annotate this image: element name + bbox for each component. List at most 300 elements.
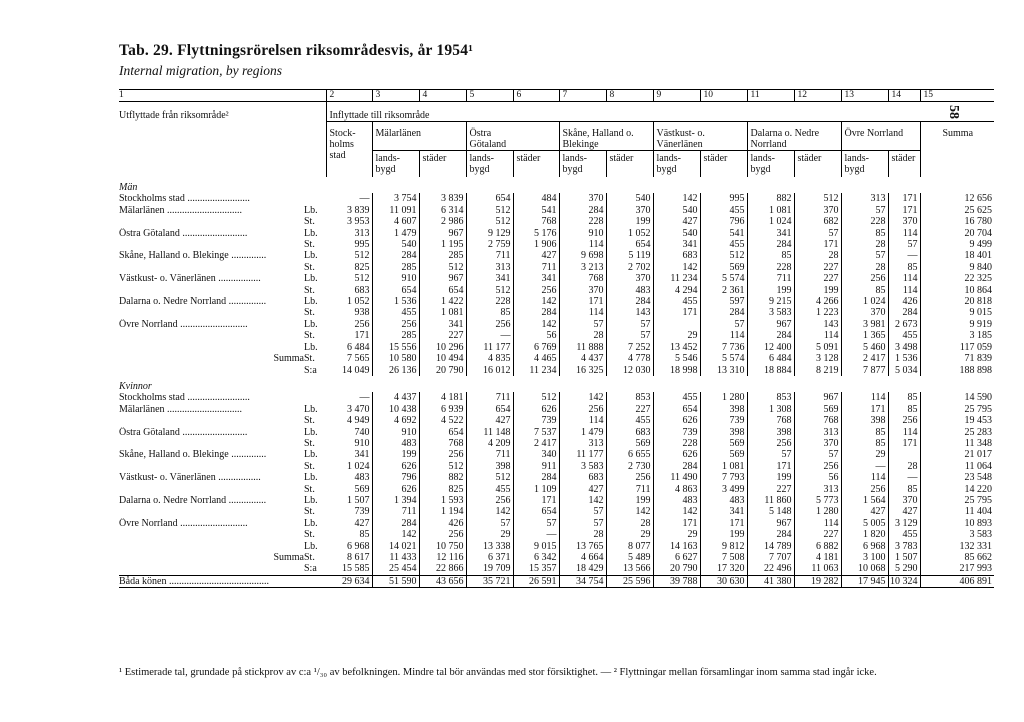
table-row xyxy=(119,250,994,261)
data-cell: 569 xyxy=(606,438,653,449)
data-cell: 22 325 xyxy=(964,273,992,285)
data-cell: 171 xyxy=(559,296,606,307)
data-cell: 1 280 xyxy=(700,392,747,403)
data-cell: 711 xyxy=(372,506,419,517)
row-type: Lb. xyxy=(304,449,318,461)
data-cell: 768 xyxy=(794,415,841,426)
data-cell: 6 342 xyxy=(513,552,559,563)
data-cell: 1 479 xyxy=(372,228,419,239)
data-cell: 768 xyxy=(419,438,466,449)
row-type: St. xyxy=(304,483,315,495)
data-cell: 11 064 xyxy=(964,460,992,472)
data-cell: 15 556 xyxy=(372,342,419,353)
data-cell: 512 xyxy=(326,250,372,261)
data-cell: 9 499 xyxy=(969,239,992,251)
data-cell: 256 xyxy=(419,449,466,460)
data-cell: 512 xyxy=(466,472,513,483)
group-summa: Summa xyxy=(942,128,974,139)
row-label xyxy=(119,484,326,495)
data-cell: 5 546 xyxy=(653,353,700,364)
data-cell: 1 394 xyxy=(372,495,419,506)
data-cell: 341 xyxy=(513,273,559,284)
section-label: Kvinnor xyxy=(119,380,152,392)
table-row xyxy=(119,552,994,563)
data-cell: 483 xyxy=(606,285,653,296)
data-cell: 142 xyxy=(606,506,653,517)
data-cell: 2 730 xyxy=(606,461,653,472)
data-cell: 284 xyxy=(513,472,559,483)
data-cell: 25 283 xyxy=(964,426,992,438)
data-cell: 1 536 xyxy=(372,296,419,307)
data-cell: 825 xyxy=(326,262,372,273)
data-cell: 683 xyxy=(326,285,372,296)
subhead-stader: städer xyxy=(513,151,559,178)
data-cell: 4 294 xyxy=(653,285,700,296)
data-cell: 341 xyxy=(419,319,466,330)
data-cell: 11 177 xyxy=(559,449,606,460)
data-cell: 13 566 xyxy=(606,563,653,575)
data-cell: 114 xyxy=(794,330,841,341)
data-cell: 284 xyxy=(747,239,794,250)
data-cell: 882 xyxy=(747,193,794,204)
data-cell: 16 780 xyxy=(964,216,992,228)
row-label xyxy=(119,262,326,273)
row-label xyxy=(119,273,326,284)
data-cell: 4 863 xyxy=(653,484,700,495)
data-cell: 26 136 xyxy=(372,365,419,376)
data-cell: 3 498 xyxy=(888,342,920,353)
data-cell: 28 xyxy=(606,518,653,529)
data-cell: 284 xyxy=(513,307,559,318)
data-cell: 284 xyxy=(747,529,794,540)
table-row xyxy=(119,575,994,587)
data-cell: 2 417 xyxy=(841,353,888,364)
data-cell: 3 953 xyxy=(326,216,372,227)
data-cell: 1 081 xyxy=(747,205,794,216)
data-cell: 427 xyxy=(653,216,700,227)
data-cell: 3 128 xyxy=(794,353,841,364)
data-cell: 199 xyxy=(700,529,747,540)
data-cell: 142 xyxy=(653,506,700,517)
data-cell: 4 437 xyxy=(372,392,419,403)
row-type: S:a xyxy=(304,563,317,575)
table-row xyxy=(119,216,994,227)
data-cell: 284 xyxy=(372,518,419,529)
data-cell: 13 452 xyxy=(653,342,700,353)
region-name: Övre Norrland ........................... xyxy=(119,318,248,330)
data-cell: 171 xyxy=(747,461,794,472)
table-row xyxy=(119,461,994,472)
data-cell: 41 380 xyxy=(747,575,794,587)
data-cell: — xyxy=(841,461,888,472)
row-type: St. xyxy=(304,284,315,296)
data-cell: 114 xyxy=(888,228,920,239)
data-cell: 2 759 xyxy=(466,239,513,250)
data-cell: 171 xyxy=(841,404,888,415)
table-row xyxy=(119,518,994,529)
data-cell: 3 839 xyxy=(326,205,372,216)
data-cell: 57 xyxy=(559,518,606,529)
data-cell: 142 xyxy=(653,262,700,273)
data-cell: 910 xyxy=(559,228,606,239)
table-row xyxy=(119,285,994,296)
row-label-heading: Utflyttade från riksområde² xyxy=(119,110,229,121)
data-cell: 910 xyxy=(372,273,419,284)
data-cell: 9 698 xyxy=(559,250,606,261)
row-label xyxy=(119,330,326,341)
data-cell: 227 xyxy=(747,484,794,495)
data-cell: 427 xyxy=(559,484,606,495)
table-row xyxy=(119,239,994,250)
row-label xyxy=(119,541,326,552)
data-cell: 9 015 xyxy=(969,307,992,319)
data-cell: 3 839 xyxy=(419,193,466,204)
data-cell: — xyxy=(888,472,920,483)
data-cell: 85 xyxy=(888,392,920,403)
table-body xyxy=(119,177,994,588)
data-cell: 284 xyxy=(747,330,794,341)
data-cell: 20 790 xyxy=(419,365,466,376)
col-number: 5 xyxy=(466,90,513,102)
data-cell: 228 xyxy=(841,216,888,227)
data-cell: 768 xyxy=(747,415,794,426)
data-cell: 228 xyxy=(559,216,606,227)
group-ovre: Övre Norrland xyxy=(841,122,920,151)
data-cell: 51 590 xyxy=(372,575,419,587)
data-cell: 199 xyxy=(747,285,794,296)
table-row xyxy=(119,319,994,330)
data-cell: 57 xyxy=(559,319,606,330)
data-cell: 768 xyxy=(559,273,606,284)
data-cell: 4 209 xyxy=(466,438,513,449)
table-row xyxy=(119,506,994,517)
data-cell: 25 625 xyxy=(964,204,992,216)
table-row xyxy=(119,330,994,341)
data-cell: 171 xyxy=(513,495,559,506)
region-name: Stockholms stad ......................... xyxy=(119,193,250,205)
migration-table xyxy=(119,89,994,588)
data-cell: 217 993 xyxy=(959,563,992,575)
data-cell: 483 xyxy=(372,438,419,449)
row-type: St. xyxy=(304,460,315,472)
data-cell: 8 219 xyxy=(794,365,841,376)
data-cell: 1 024 xyxy=(841,296,888,307)
data-cell: 626 xyxy=(372,461,419,472)
row-type: Lb. xyxy=(304,472,318,484)
data-cell: 4 778 xyxy=(606,353,653,364)
data-cell: 626 xyxy=(653,415,700,426)
row-type: St. xyxy=(304,415,315,427)
row-type: Lb. xyxy=(304,273,318,285)
row-label xyxy=(119,518,326,529)
data-cell: 10 750 xyxy=(419,541,466,552)
data-cell: 711 xyxy=(466,392,513,403)
data-cell: 6 968 xyxy=(841,541,888,552)
data-cell: 313 xyxy=(794,427,841,438)
data-cell: 4 664 xyxy=(559,552,606,563)
row-label xyxy=(119,461,326,472)
data-cell: 654 xyxy=(372,285,419,296)
data-cell: 43 656 xyxy=(419,575,466,587)
data-cell: 284 xyxy=(653,461,700,472)
data-cell: 22 496 xyxy=(747,563,794,575)
data-cell: 540 xyxy=(653,205,700,216)
row-label xyxy=(119,285,326,296)
region-name: Övre Norrland ........................... xyxy=(119,517,248,529)
data-cell: 3 470 xyxy=(326,404,372,415)
data-cell: 285 xyxy=(372,262,419,273)
data-cell: 654 xyxy=(606,239,653,250)
data-cell: 57 xyxy=(888,239,920,250)
data-cell: 967 xyxy=(747,319,794,330)
data-cell: 85 xyxy=(841,438,888,449)
table-row xyxy=(119,193,994,204)
data-cell: 14 049 xyxy=(326,365,372,376)
data-cell: 29 634 xyxy=(326,575,372,587)
data-cell: 711 xyxy=(513,262,559,273)
group-ostra: Östra Götaland xyxy=(466,122,559,151)
data-cell: 1 052 xyxy=(606,228,653,239)
data-cell: 1 024 xyxy=(747,216,794,227)
data-cell: 9 129 xyxy=(466,228,513,239)
data-cell: 28 xyxy=(559,330,606,341)
data-cell: 512 xyxy=(466,205,513,216)
footnote: ¹ Estimerade tal, grundade på stickprov av c:a ¹/₃₀ av befolkningen. Mindre tal bör användas med stor försiktighet. — ² Flyttningar mellan församlingar inom samma stad ingår icke. xyxy=(119,667,877,678)
data-cell: 3 583 xyxy=(969,529,992,541)
data-cell: 370 xyxy=(794,438,841,449)
data-cell: 171 xyxy=(888,193,920,204)
data-cell: 28 xyxy=(559,529,606,540)
data-cell: 114 xyxy=(888,273,920,284)
col-number: 14 xyxy=(888,90,920,102)
data-cell: 171 xyxy=(888,438,920,449)
subhead-landsbygd: lands-bygd xyxy=(841,151,888,178)
data-cell: 512 xyxy=(466,216,513,227)
data-cell: 11 888 xyxy=(559,342,606,353)
data-cell: 398 xyxy=(700,427,747,438)
data-cell: 19 282 xyxy=(794,575,841,587)
data-cell: 512 xyxy=(326,273,372,284)
data-cell: 938 xyxy=(326,307,372,318)
section-label: Män xyxy=(119,182,138,193)
data-cell: 1 024 xyxy=(326,461,372,472)
data-cell: 398 xyxy=(747,427,794,438)
data-cell: 30 630 xyxy=(700,575,747,587)
data-cell: 1 052 xyxy=(326,296,372,307)
data-cell: 1 194 xyxy=(419,506,466,517)
data-cell: 85 xyxy=(747,250,794,261)
data-cell: 114 xyxy=(559,415,606,426)
data-cell: 1 593 xyxy=(419,495,466,506)
data-cell: 5 574 xyxy=(700,273,747,284)
data-cell: 1 906 xyxy=(513,239,559,250)
data-cell: 285 xyxy=(372,330,419,341)
data-cell: 28 xyxy=(794,250,841,261)
row-label xyxy=(119,193,326,204)
data-cell: 3 185 xyxy=(969,330,992,342)
data-cell: 4 835 xyxy=(466,353,513,364)
data-cell: 2 673 xyxy=(888,319,920,330)
data-cell: 114 xyxy=(888,285,920,296)
inflyttade-heading: Inflyttade till riksområde xyxy=(326,102,994,122)
data-cell: 11 404 xyxy=(964,506,992,518)
table-row xyxy=(119,262,994,273)
data-cell: 910 xyxy=(372,427,419,438)
data-cell: 1 564 xyxy=(841,495,888,506)
data-cell: 406 891 xyxy=(920,575,994,587)
table-row xyxy=(119,449,994,460)
data-cell: 626 xyxy=(653,449,700,460)
data-cell: 284 xyxy=(606,296,653,307)
data-cell: 256 xyxy=(559,404,606,415)
data-cell: 29 xyxy=(606,529,653,540)
data-cell: 85 xyxy=(326,529,372,540)
data-cell: 56 xyxy=(794,472,841,483)
data-cell: 398 xyxy=(841,415,888,426)
table-row xyxy=(119,392,994,403)
row-type: Lb. xyxy=(304,318,318,330)
data-cell: 142 xyxy=(559,392,606,403)
data-cell: 7 877 xyxy=(841,365,888,376)
data-cell: 12 656 xyxy=(964,193,992,205)
data-cell: 284 xyxy=(888,307,920,318)
data-cell: 2 702 xyxy=(606,262,653,273)
data-cell: — xyxy=(326,392,372,403)
data-cell: 340 xyxy=(513,449,559,460)
table-row xyxy=(119,484,994,495)
data-cell: 768 xyxy=(513,216,559,227)
data-cell: 5 091 xyxy=(794,342,841,353)
row-label xyxy=(119,365,326,376)
data-cell: 426 xyxy=(419,518,466,529)
data-cell: 455 xyxy=(700,239,747,250)
data-cell: 35 721 xyxy=(466,575,513,587)
data-cell: 967 xyxy=(747,518,794,529)
data-cell: 967 xyxy=(419,273,466,284)
data-cell: 199 xyxy=(372,449,419,460)
data-cell: 995 xyxy=(326,239,372,250)
data-cell: 57 xyxy=(841,205,888,216)
data-cell: 512 xyxy=(513,392,559,403)
data-cell: 11 148 xyxy=(466,427,513,438)
data-cell: 171 xyxy=(794,239,841,250)
table-row xyxy=(119,365,994,376)
data-cell: 3 499 xyxy=(700,484,747,495)
data-cell: 20 790 xyxy=(653,563,700,575)
data-cell: 740 xyxy=(326,427,372,438)
data-cell: 6 968 xyxy=(326,541,372,552)
data-cell: 1 479 xyxy=(559,427,606,438)
data-cell: 739 xyxy=(653,427,700,438)
data-cell: 4 266 xyxy=(794,296,841,307)
data-cell: 25 795 xyxy=(964,403,992,415)
data-cell: 114 xyxy=(888,427,920,438)
data-cell: 56 xyxy=(513,330,559,341)
table-row xyxy=(119,563,994,575)
data-cell: 171 xyxy=(700,518,747,529)
region-name: Skåne, Halland o. Blekinge .............. xyxy=(119,449,267,461)
data-cell: 6 882 xyxy=(794,541,841,552)
data-cell: 512 xyxy=(466,285,513,296)
data-cell: 18 998 xyxy=(653,365,700,376)
row-label xyxy=(119,563,326,575)
table-row xyxy=(119,438,994,449)
data-cell: 28 xyxy=(888,461,920,472)
data-cell: — xyxy=(513,529,559,540)
data-cell: 455 xyxy=(466,484,513,495)
data-cell: 57 xyxy=(747,449,794,460)
data-cell: 654 xyxy=(653,404,700,415)
data-cell: 14 220 xyxy=(964,483,992,495)
data-cell: 398 xyxy=(700,404,747,415)
data-cell: 5 574 xyxy=(700,353,747,364)
col-number: 10 xyxy=(700,90,747,102)
data-cell: 227 xyxy=(419,330,466,341)
table-row xyxy=(119,353,994,364)
col-number: 8 xyxy=(606,90,653,102)
table-row xyxy=(119,228,994,239)
row-label xyxy=(119,575,326,587)
data-cell: 6 371 xyxy=(466,552,513,563)
data-cell: 3 754 xyxy=(372,193,419,204)
data-cell: 2 986 xyxy=(419,216,466,227)
data-cell: 569 xyxy=(700,449,747,460)
data-cell: 484 xyxy=(513,193,559,204)
data-cell: 85 xyxy=(888,484,920,495)
data-cell: 171 xyxy=(326,330,372,341)
data-cell: 626 xyxy=(372,484,419,495)
row-label xyxy=(119,449,326,460)
data-cell: 143 xyxy=(606,307,653,318)
data-cell: 569 xyxy=(700,262,747,273)
data-cell: 188 898 xyxy=(959,364,992,376)
row-type: St. xyxy=(304,307,315,319)
data-cell: 882 xyxy=(419,472,466,483)
data-cell: 132 331 xyxy=(959,540,992,552)
data-cell: 227 xyxy=(606,404,653,415)
data-cell: 284 xyxy=(700,307,747,318)
data-cell: 11 234 xyxy=(653,273,700,284)
region-name: Båda könen ........................................ xyxy=(119,575,269,587)
row-label xyxy=(119,438,326,449)
data-cell: 285 xyxy=(419,250,466,261)
data-cell: 21 017 xyxy=(964,449,992,461)
data-cell: 114 xyxy=(794,518,841,529)
data-cell: 6 769 xyxy=(513,342,559,353)
data-cell: 370 xyxy=(559,285,606,296)
data-cell: 512 xyxy=(419,461,466,472)
col-number: 11 xyxy=(747,90,794,102)
data-cell: 427 xyxy=(841,506,888,517)
data-cell: 796 xyxy=(700,216,747,227)
data-cell: 227 xyxy=(794,273,841,284)
data-cell: 8 077 xyxy=(606,541,653,552)
row-label xyxy=(119,216,326,227)
data-cell: 739 xyxy=(513,415,559,426)
data-cell: 3 213 xyxy=(559,262,606,273)
data-cell: 825 xyxy=(419,484,466,495)
data-cell: 1 195 xyxy=(419,239,466,250)
data-cell: 256 xyxy=(606,472,653,483)
row-label xyxy=(119,353,326,364)
row-label xyxy=(119,552,326,563)
data-cell: 199 xyxy=(794,285,841,296)
data-cell: 1 280 xyxy=(794,506,841,517)
data-cell: 142 xyxy=(513,296,559,307)
row-label xyxy=(119,205,326,216)
data-cell: 199 xyxy=(606,216,653,227)
data-cell: 57 xyxy=(841,250,888,261)
